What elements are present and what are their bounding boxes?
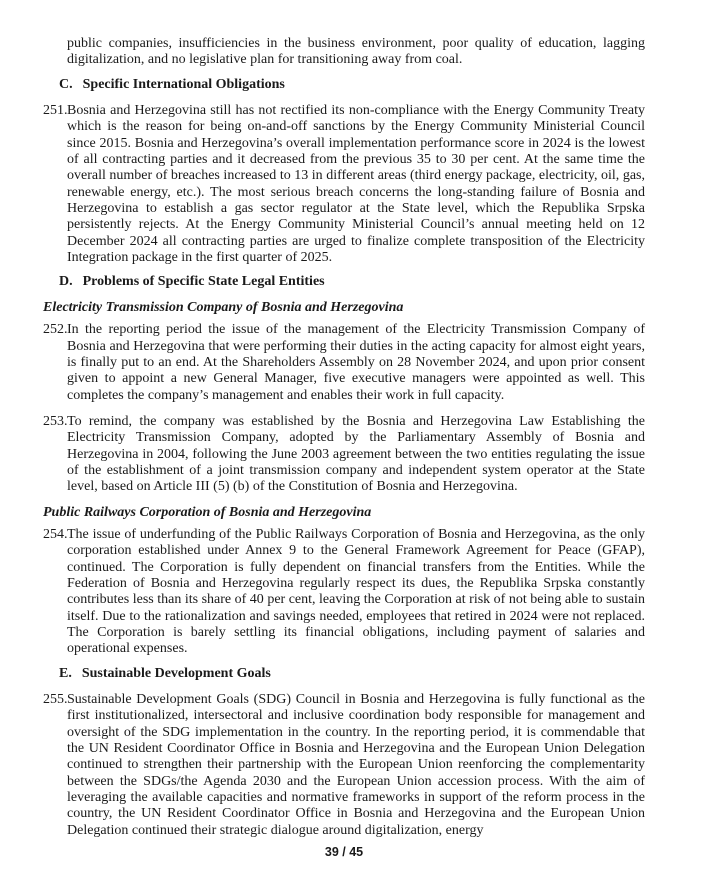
section-letter: C. xyxy=(59,76,73,92)
paragraph-number: 255. xyxy=(43,692,68,708)
entity-subheading-railways: Public Railways Corporation of Bosnia and Herzegovina xyxy=(43,504,372,520)
numbered-paragraph-253 xyxy=(43,414,645,496)
paragraph-text: The issue of underfunding of the Public Railways Corporation of Bosnia and Herzegovina, as the only corporation established under Annex 9 to the General Framework Agreement for Peace (GFAP), continued. The Corporation is fully dependent on financial transfers from the Entities. While the Federation of Bosnia and Herzegovina regularly respect its dues, the Republika Srpska constantly contributes less than its share of 40 per cent, leaving the Corporation at risk of not being able to sustain itself. Due to the rationalization and savings needed, employees that retired in 2024 were not replaced. The Corporation is barely settling its financial obligations, including payment of salaries and operational expenses. xyxy=(67,526,645,657)
section-heading-d xyxy=(43,274,645,290)
numbered-paragraph-251 xyxy=(43,103,645,266)
paragraph-text: Sustainable Development Goals (SDG) Council in Bosnia and Herzegovina is fully functional as the first institutionalized, intersectoral and inclusive coordination body responsible for management and oversight of the SDG implementation in the country. In the reporting period, it is commendable that the UN Resident Coordinator Office in Bosnia and Herzegovina and the European Union Delegation continued to strengthen their partnership with the European Union reenforcing the complementarity between the SDGs/the Agenda 2030 and the European Union accession process. With the aim of leveraging the available capacities and normative frameworks in support of the reform process in the country, the UN Resident Coordinator Office in Bosnia and Herzegovina and the European Union Delegation continued their strategic dialogue around digitalization, energy xyxy=(67,692,645,838)
section-title: Problems of Specific State Legal Entities xyxy=(82,274,325,290)
paragraph-text: In the reporting period the issue of the management of the Electricity Transmission Company of Bosnia and Herzegovina that were performing their duties in the acting capacity for almost eight years, is finally put to an end. At the Shareholders Assembly on 28 November 2024, and upon prior consent given to appoint a new General Manager, five executive managers were appointed as well. This completes the company’s management and enables their work in full capacity. xyxy=(67,322,645,403)
page-number: 39 / 45 xyxy=(324,845,364,860)
paragraph-number: 253. xyxy=(43,413,68,429)
section-title: Sustainable Development Goals xyxy=(81,665,271,681)
section-heading-c xyxy=(43,77,645,93)
continuation-paragraph: public companies, insufficiencies in the business environment, poor quality of education, lagging digitalization, and no legislative plan for transitioning away from coal. xyxy=(67,36,645,68)
paragraph-text: Bosnia and Herzegovina still has not rectified its non-compliance with the Energy Community Treaty which is the reason for being on-and-off sanctions by the Energy Community Ministerial Council since 2015. Bosnia and Herzegovina’s overall implementation performance score in 2024 is the lowest of all contracting parties and it decreased from the previous 35 to 30 per cent. At the same time the overall number of breaches increased to 13 in different areas (third energy package, electricity, oil, gas, renewable energy, etc.). The most serious breach concerns the long-standing failure of Bosnia and Herzegovina to establish a gas sector regulator at the State level, which the Republika Srpska persistently rejects. At the Energy Community Ministerial Council’s annual meeting held on 12 December 2024 all contracting parties are urged to finalize complete transposition of the Electricity Integration package in the first quarter of 2025. xyxy=(67,103,645,266)
numbered-paragraph-255 xyxy=(43,692,645,839)
paragraph-number: 254. xyxy=(43,526,68,542)
paragraph-text: To remind, the company was established by the Bosnia and Herzegovina Law Establishing the Electricity Transmission Company, adopted by the Parliamentary Assembly of Bosnia and Herzegovina in 2004, following the June 2003 agreement between the two entities regulating the issue of the establishment of a joint transmission company and independent system operator at the State level, based on Article III (5) (b) of the Constitution of Bosnia and Herzegovina. xyxy=(67,413,645,495)
section-letter: E. xyxy=(59,665,72,681)
section-letter: D. xyxy=(59,274,73,290)
entity-subheading-electricity: Electricity Transmission Company of Bosnia and Herzegovina xyxy=(43,299,404,315)
section-heading-e xyxy=(43,666,645,682)
paragraph-number: 252. xyxy=(43,322,68,338)
paragraph-number: 251. xyxy=(43,103,68,119)
numbered-paragraph-252 xyxy=(43,322,645,404)
section-title: Specific International Obligations xyxy=(82,76,285,92)
numbered-paragraph-254 xyxy=(43,527,645,658)
